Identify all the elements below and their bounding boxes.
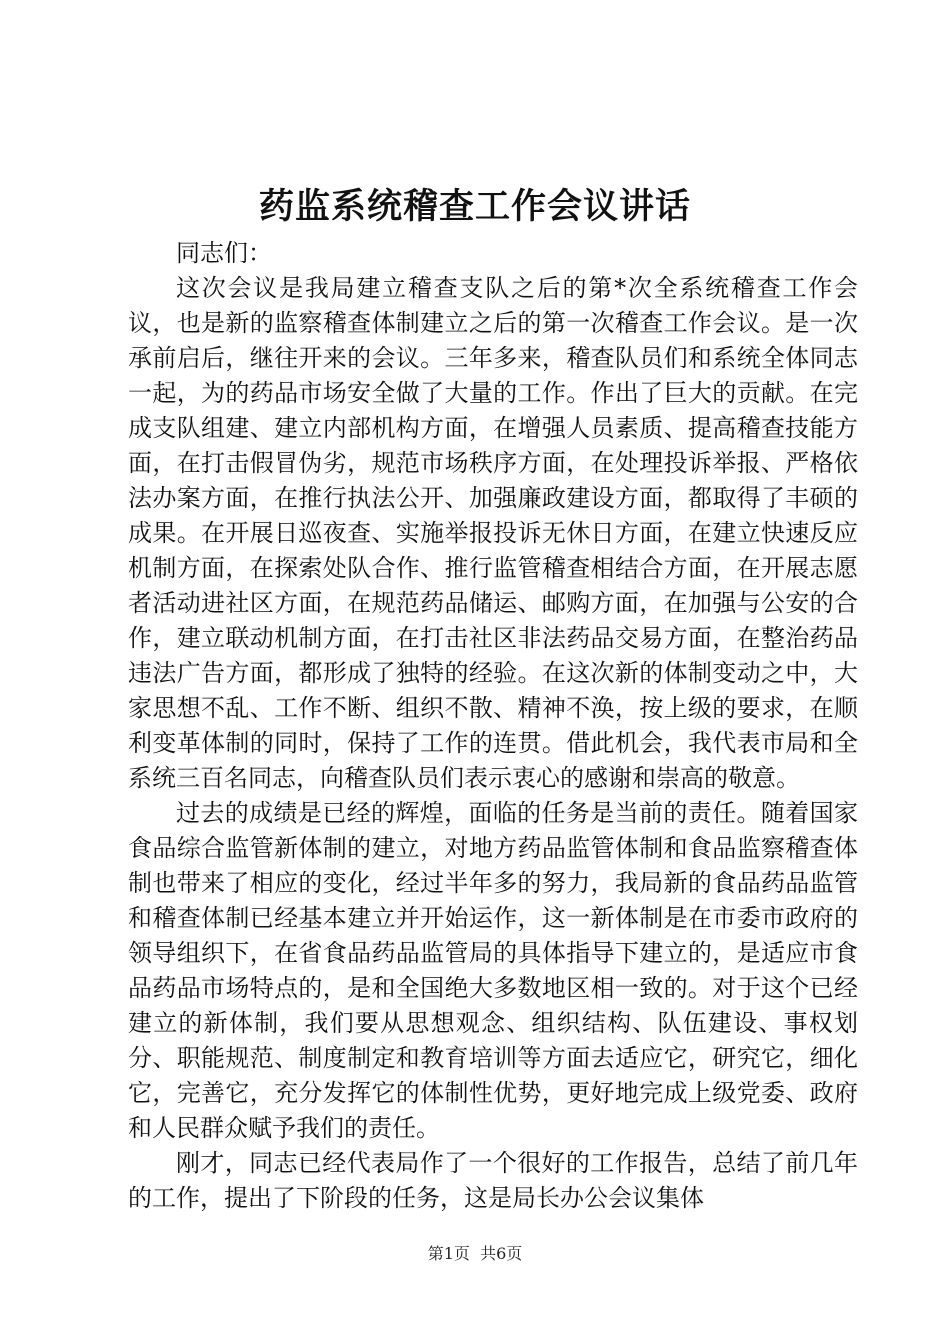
- paragraph-1: 这次会议是我局建立稽查支队之后的第*次全系统稽查工作会议，也是新的监察稽查体制建立之后的第一次稽查工作会议。是一次承前启后，继往开来的会议。三年多来，稽查队员们和系统全体同志一起，为的药品市场安全做了大量的工作。作出了巨大的贡献。在完成支队组建、建立内部机构方面，在增强人员素质、提高稽查技能方面，在打击假冒伪劣，规范市场秩序方面，在处理投诉举报、严格依法办案方面，在推行执法公开、加强廉政建设方面，都取得了丰硕的成果。在开展日巡夜查、实施举报投诉无休日方面，在建立快速反应机制方面，在探索处队合作、推行监管稽查相结合方面，在开展志愿者活动进社区方面，在规范药品储运、邮购方面，在加强与公安的合作，建立联动机制方面，在打击社区非法药品交易方面，在整治药品违法广告方面，都形成了独特的经验。在这次新的体制变动之中，大家思想不乱、工作不断、组织不散、精神不涣，按上级的要求，在顺利变革体制的同时，保持了工作的连贯。借此机会，我代表市局和全系统三百名同志，向稽查队员们表示衷心的感谢和崇高的敬意。: [128, 274, 858, 792]
- salutation: 同志们：: [176, 239, 272, 267]
- page-footer: [0, 1243, 950, 1265]
- document-body: [128, 236, 858, 1216]
- document-title: 药监系统稽查工作会议讲话: [258, 186, 691, 227]
- paragraph-3: 刚才，同志已经代表局作了一个很好的工作报告，总结了前几年的工作，提出了下阶段的任务，这是局长办公会议集体: [128, 1149, 858, 1212]
- paragraph-2: 过去的成绩是已经的辉煌，面临的任务是当前的责任。随着国家食品综合监管新体制的建立，对地方药品监管体制和食品监察稽查体制也带来了相应的变化，经过半年多的努力，我局新的食品药品监管和稽查体制已经基本建立并开始运作，这一新体制是在市委市政府的领导组织下，在省食品药品监管局的具体指导下建立的，是适应市食品药品市场特点的，是和全国绝大多数地区相一致的。对于这个已经建立的新体制，我们要从思想观念、组织结构、队伍建设、事权划分、职能规范、制度制定和教育培训等方面去适应它，研究它，细化它，完善它，充分发挥它的体制性优势，更好地完成上级党委、政府和人民群众赋予我们的责任。: [128, 799, 858, 1142]
- page-indicator: 第1页 共6页: [427, 1244, 523, 1263]
